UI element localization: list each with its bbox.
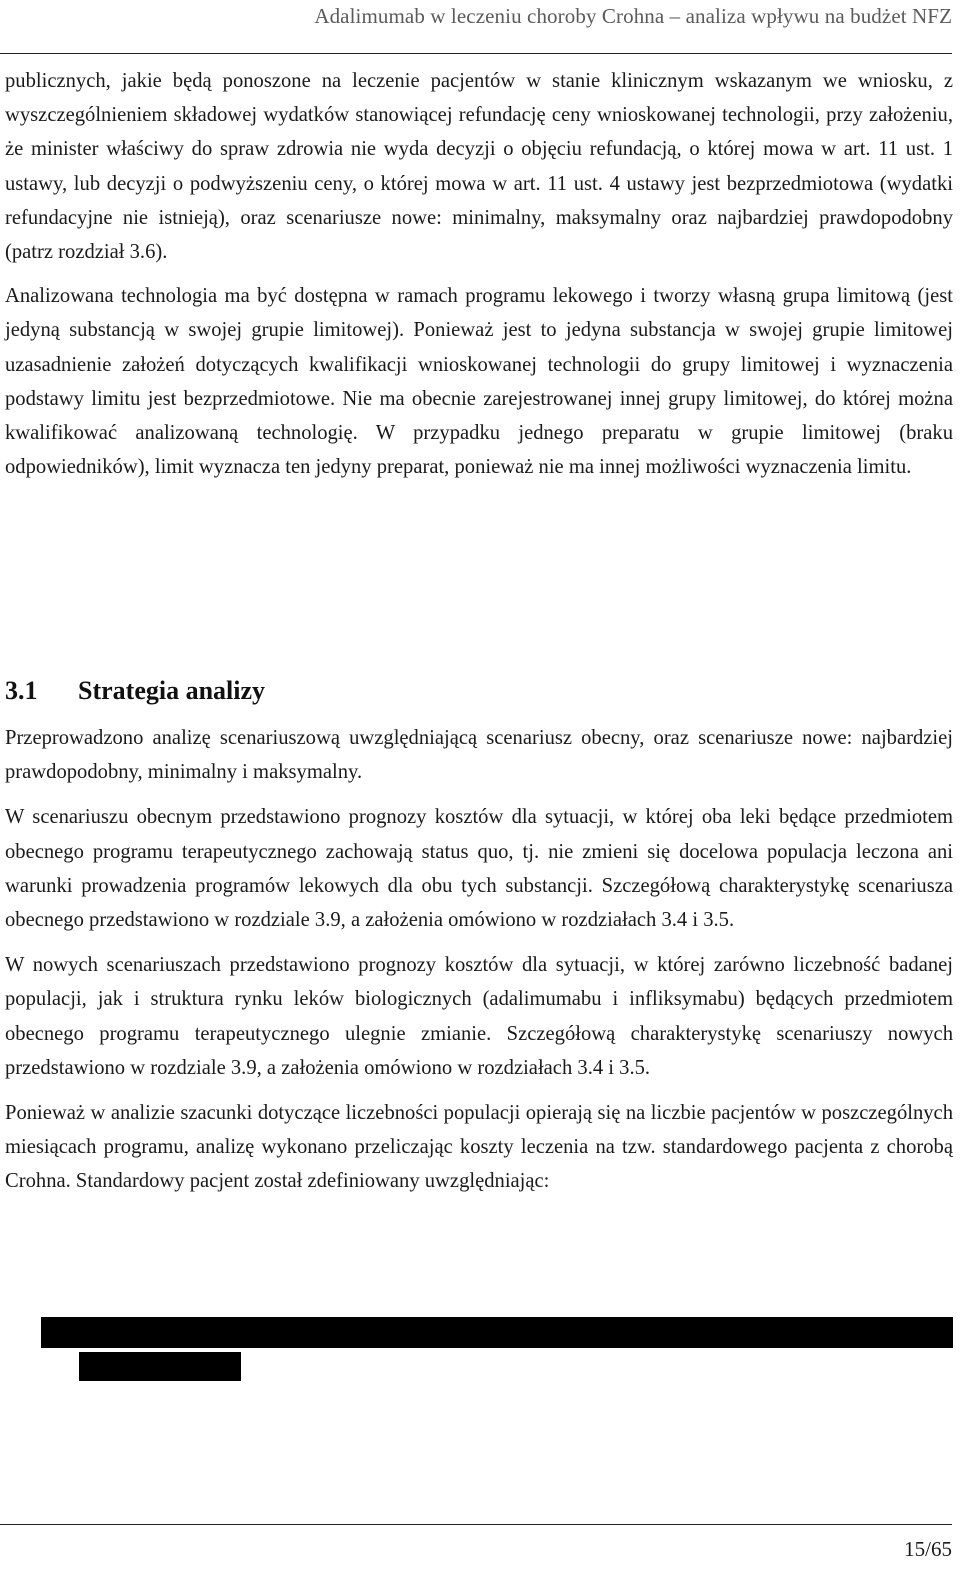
- paragraph-limit-group: Analizowana technologia ma być dostępna w ramach programu lekowego i tworzy własną grupa limitową (jest jedyną substancją w swojej grupie limitowej). Ponieważ jest to jedyna substancja w swojej grupie limitowej uzasadnienie założeń dotyczących kwalifikacji wnioskowanej technologii do grupy limitowej i wyznaczenia podstawy limitu jest bezprzedmiotowe. Nie ma obecnie zarejestrowanej innej grupy limitowej, do której można kwalifikować analizowaną technologię. W przypadku jednego preparatu w grupie limitowej (braku odpowiedników), limit wyznacza ten jedyny preparat, ponieważ nie ma innej możliwości wyznaczenia limitu.: [5, 285, 953, 479]
- body-text-top: [5, 64, 953, 495]
- running-header: [0, 0, 952, 54]
- paragraph-scenarios: publicznych, jakie będą ponoszone na leczenie pacjentów w stanie klinicznym wskazanym we wniosku, z wyszczególnieniem składowej wydatków stanowiącej refundację ceny wnioskowanej technologii, przy założeniu, że minister właściwy do spraw zdrowia nie wyda decyzji o objęciu refundacją, o której mowa w art. 11 ust. 1 ustawy, lub decyzji o podwyższeniu ceny, o której mowa w art. 11 ust. 4 ustawy jest bezprzedmiotowa (wydatki refundacyjne nie istnieją), oraz scenariusze nowe: minimalny, maksymalny oraz najbardziej prawdopodobny (patrz rozdział 3.6).: [5, 70, 953, 264]
- body-text-section: [5, 721, 953, 1210]
- redaction-bar: [41, 1317, 953, 1348]
- redaction-bar: [79, 1352, 241, 1381]
- section-title: Strategia analizy: [78, 676, 266, 705]
- paragraph-current-scenario: W scenariuszu obecnym przedstawiono prognozy kosztów dla sytuacji, w której oba leki będące przedmiotem obecnego programu terapeutycznego zachowają status quo, tj. nie zmieni się docelowa populacja leczona ani warunki prowadzenia programów lekowych dla obu tych substancji. Szczegółową charakterystykę scenariusza obecnego przedstawiono w rozdziale 3.9, a założenia omówiono w rozdziałach 3.4 i 3.5.: [5, 806, 953, 932]
- page-number: 15/65: [904, 1537, 952, 1561]
- paragraph-standard-patient: Ponieważ w analizie szacunki dotyczące liczebności populacji opierają się na liczbie pacjentów w poszczególnych miesiącach programu, analizę wykonano przeliczając koszty leczenia na tzw. standardowego pacjenta z chorobą Crohna. Standardowy pacjent został zdefiniowany uwzględniając:: [5, 1102, 953, 1193]
- footer-divider: [0, 1524, 952, 1525]
- paragraph-new-scenarios: W nowych scenariuszach przedstawiono prognozy kosztów dla sytuacji, w której zarówno liczebność badanej populacji, jak i struktura rynku leków biologicznych (adalimumabu i infliksymabu) będących przedmiotem obecnego programu terapeutycznego ulegnie zmianie. Szczegółową charakterystykę scenariuszy nowych przedstawiono w rozdziale 3.9, a założenia omówiono w rozdziałach 3.4 i 3.5.: [5, 954, 953, 1079]
- section-number: 3.1: [5, 676, 38, 705]
- section-heading: [5, 671, 265, 711]
- document-title: Adalimumab w leczeniu choroby Crohna – analiza wpływu na budżet NFZ: [314, 4, 952, 28]
- paragraph-strategy-intro: Przeprowadzono analizę scenariuszową uwzględniającą scenariusz obecny, oraz scenariusze nowe: najbardziej prawdopodobny, minimalny i maksymalny.: [5, 727, 953, 784]
